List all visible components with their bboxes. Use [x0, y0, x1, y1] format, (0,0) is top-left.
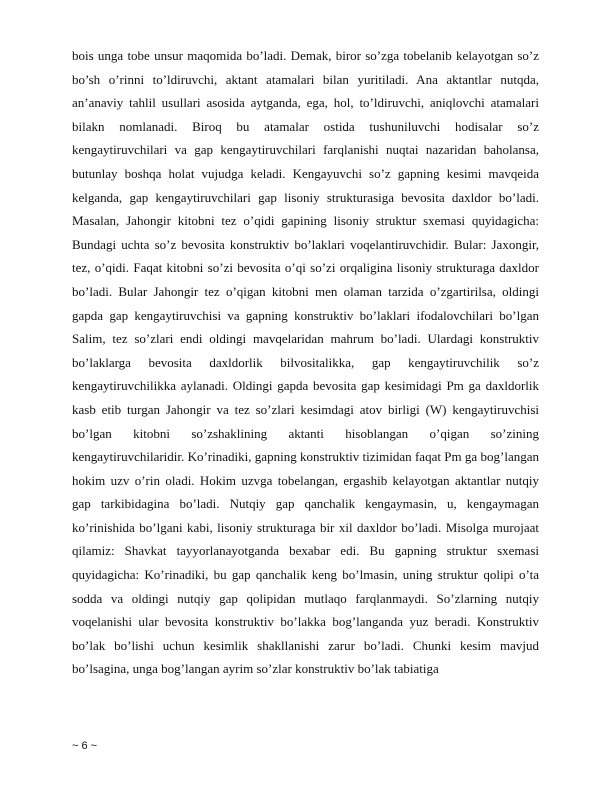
body-paragraph: bois unga tobe unsur maqomida bo’ladi. Demak, biror so’zga tobelanib kelayotgan so’z bo’sh o’rinni to’ldiruvchi, aktant atamalari bilan yuritiladi. Ana aktantlar nutqda, an’anaviy tahlil usullari asosida aytganda, ega, hol, to’ldiruvchi, aniqlovchi atamalari bilakn nomlanadi. Biroq bu atamalar ostida tushuniluvchi hodisalar so’z kengaytiruvchilari va gap kengaytiruvchilari farqlanishi nuqtai nazaridan baholansa, butunlay boshqa holat vujudga keladi. Kengayuvchi so’z gapning kesimi mavqeida kelganda, gap kengaytiruvchilari gap lisoniy strukturasiga bevosita daxldor bo’ladi. Masalan, Jahongir kitobni tez o’qidi gapining lisoniy struktur sxemasi quyidagicha: Bundagi uchta so’z bevosita konstruktiv bo’laklari voqelantiruvchidir. Bular: Jaxongir, tez, o’qidi. Faqat kitobni so’zi bevosita o’qi so’zi orqaligina lisoniy strukturaga daxldor bo’ladi. Bular Jahongir tez o’qigan kitobni men olaman tarzida o’zgartirilsa, oldingi gapda gap kengaytiruvchisi va gapning konstruktiv bo’laklari ifodalovchilari bo’lgan Salim, tez so’zlari endi oldingi mavqelaridan mahrum bo’ladi. Ulardagi konstruktiv bo’laklarga bevosita daxldorlik bilvositalikka, gap kengaytiruvchilik so’z kengaytiruvchilikka aylanadi. Oldingi gapda bevosita gap kesimidagi Pm ga daxldorlik kasb etib turgan Jahongir va tez so’zlari kesimdagi atov birligi (W) kengaytiruvchisi bo’lgan kitobni so’zshaklining aktanti hisoblangan o’qigan so’zining kengaytiruvchilaridir. Ko’rinadiki, gapning konstruktiv tizimidan faqat Pm ga bog’langan hokim uzv o’rin oladi. Hokim uzvga tobelangan, ergashib kelayotgan aktantlar nutqiy gap tarkibidagina bo’ladi. Nutqiy gap qanchalik kengaymasin, u, kengaymagan ko’rinishida bo’lgani kabi, lisoniy strukturaga bir xil daxldor bo’ladi. Misolga murojaat qilamiz: Shavkat tayyorlanayotganda bexabar edi. Bu gapning struktur sxemasi quyidagicha: Ko’rinadiki, bu gap qanchalik keng bo’lmasin, uning struktur qolipi o’ta sodda va oldingi nutqiy gap qolipidan mutlaqo farqlanmaydi. So’zlarning nutqiy voqelanishi ular bevosita konstruktiv bo’lakka bog’langanda yuz beradi. Konstruktiv bo’lak bo’lishi uchun kesimlik shakllanishi zarur bo’ladi. Chunki kesim mavjud bo’lsagina, unga bog’langan ayrim so’zlar konstruktiv bo’lak tabiatiga [72, 48, 539, 677]
page-number: ~ 6 ~ [72, 740, 98, 752]
body-text-block [72, 44, 539, 681]
